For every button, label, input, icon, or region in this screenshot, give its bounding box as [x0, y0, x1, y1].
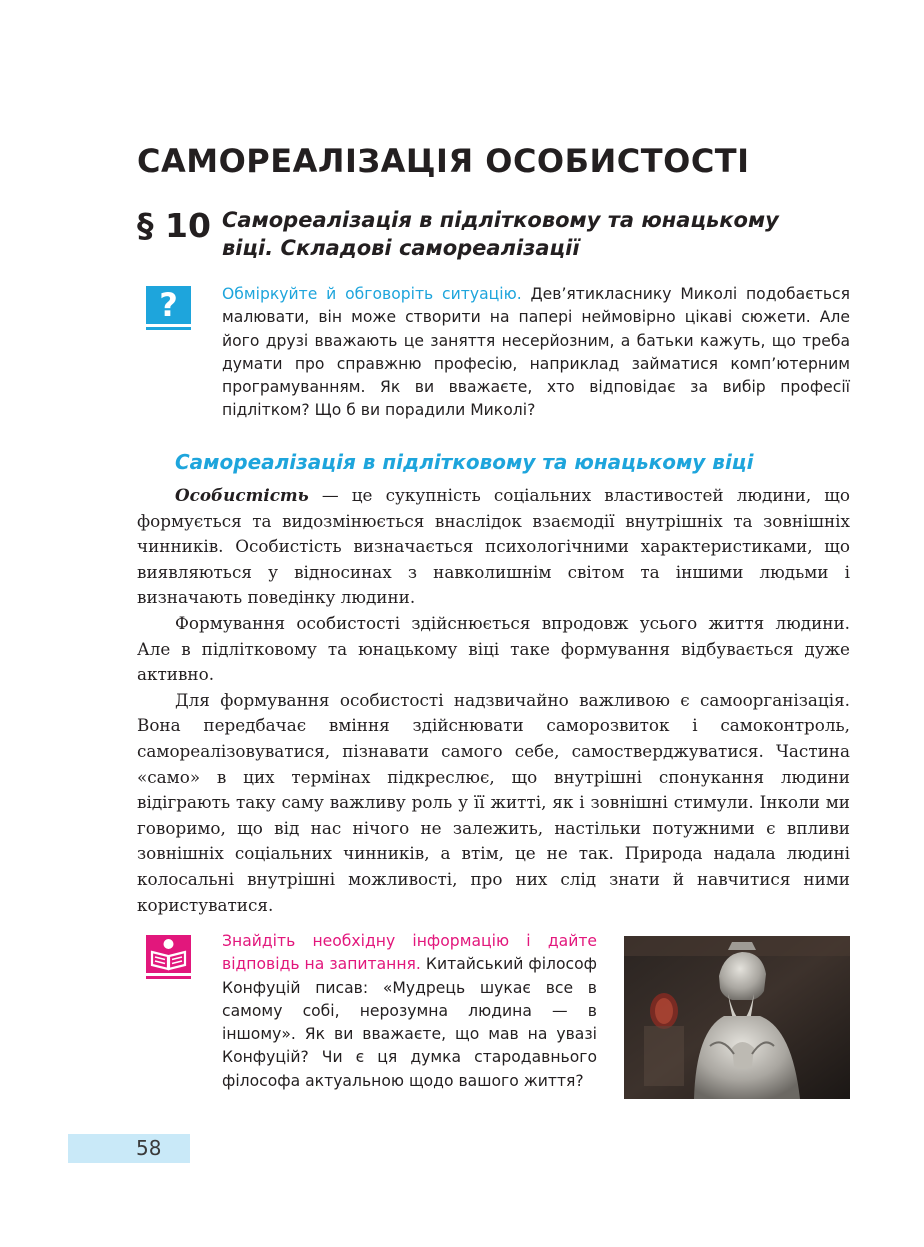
page-number-tab: [68, 1134, 190, 1163]
chapter-title: САМОРЕАЛІЗАЦІЯ ОСОБИСТОСТІ: [137, 142, 750, 180]
discussion-task-lead: Обміркуйте й обговоріть ситуацію.: [222, 285, 522, 303]
page-number: 58: [136, 1136, 162, 1160]
discussion-task-text: Дев’ятикласнику Миколі подобається малювати, він може створити на папері неймовірно цікаві сюжети. Але його друзі вважають це заняття несерйозним, а батьки кажуть, що треба думати про справжню професію, наприклад займатися комп’ютерним програмуванням. Як ви вважаєте, хто відповідає за вибір професії підлітком? Що б ви порадили Миколі?: [222, 285, 850, 420]
section-title: Самореалізація в підлітковому та юнацькому віці. Складові самореалізації: [222, 208, 779, 260]
section-number: § 10: [137, 206, 211, 245]
discussion-task: [222, 283, 850, 423]
paragraph-3: Для формування особистості надзвичайно важливою є самоорганізація. Вона передбачає вміння здійснювати саморозвиток і самоконтроль, самореалізовуватися, пізнавати самого себе, самостверджуватися. Частина «само» в цих термінах підкреслює, що внутрішні спонукання людини відіграють таку саму важливу роль у її житті, як і зовнішні стимули. Інколи ми говоримо, що від нас нічого не залежить, настільки потужними є впливи зовнішніх соціальних чинників, а втім, це не так. Природа надала людині колосальні внутрішні можливості, про них слід знати й навчитися ними користуватися.: [137, 689, 850, 915]
research-task: [222, 930, 597, 1093]
confucius-statue-photo: [624, 936, 850, 1099]
subheading: Самореалізація в підлітковому та юнацькому віці: [175, 450, 754, 474]
paragraph-2: Формування особистості здійснюється впродовж усього життя людини. Але в підлітковому та юнацькому віці таке формування відбувається дуже активно.: [137, 612, 850, 685]
paragraph-1: [137, 483, 850, 611]
paragraph-1-text: — це сукупність соціальних властивостей людини, що формується та видозмінюється внаслідок взаємодії внутрішніх та зовнішніх чинників. Особистість визначається психологічними характеристиками, що виявляються у відносинах з навколишнім світом та іншими людьми і визначають поведінку людини.: [137, 485, 850, 608]
term-personality: Особистість: [175, 485, 309, 505]
research-task-text: Китайський філософ Конфуцій писав: «Мудрець шукає все в самому собі, нерозумна людина — в іншому». Як ви вважаєте, що мав на увазі Конфуцій? Чи є ця думка стародавнього філософа актуальною щодо вашого життя?: [222, 955, 597, 1090]
main-text: [137, 483, 850, 918]
question-icon: ?: [146, 286, 191, 332]
book-reader-icon: [146, 935, 191, 983]
research-task-lead: Знайдіть необхідну інформацію і дайте відповідь на запитання.: [222, 932, 597, 974]
